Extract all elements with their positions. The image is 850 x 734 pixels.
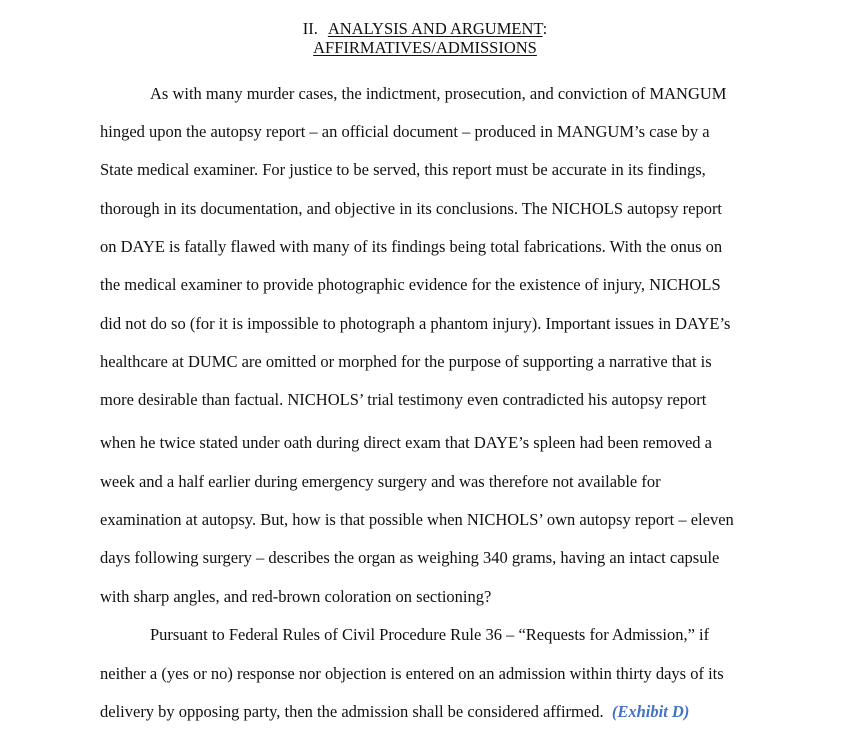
paragraph-text: delivery by opposing party, then the admission shall be considered affirmed. (100, 702, 604, 721)
heading-colon: : (542, 19, 548, 38)
paragraph-line: week and a half earlier during emergency surgery and was therefore not available for (100, 472, 661, 491)
paragraph-line: with sharp angles, and red-brown coloration on sectioning? (100, 587, 492, 606)
paragraph-line: thorough in its documentation, and objective in its conclusions. The NICHOLS autopsy report (100, 199, 723, 218)
paragraph-line: did not do so (for it is impossible to photograph a phantom injury). Important issues in DAYE’s (100, 314, 731, 333)
section-number: II. (302, 19, 318, 38)
exhibit-d-link[interactable]: (Exhibit D) (611, 702, 690, 721)
section-heading (0, 19, 850, 57)
paragraph-line: State medical examiner. For justice to be served, this report must be accurate in its findings, (100, 160, 706, 179)
heading-line-2 (0, 38, 850, 57)
paragraph-line: As with many murder cases, the indictment, prosecution, and conviction of MANGUM (150, 84, 727, 103)
heading-title: ANALYSIS AND ARGUMENT (327, 19, 543, 38)
paragraph-line: when he twice stated under oath during direct exam that DAYE’s spleen had been removed a (100, 433, 712, 452)
paragraph-line: the medical examiner to provide photographic evidence for the existence of injury, NICHOLS (100, 275, 721, 294)
paragraph-line: examination at autopsy. But, how is that possible when NICHOLS’ own autopsy report – eleven (100, 510, 734, 529)
paragraph-line: on DAYE is fatally flawed with many of its findings being total fabrications. With the onus on (100, 237, 723, 256)
heading-line-1 (0, 19, 850, 38)
paragraph-line: days following surgery – describes the organ as weighing 340 grams, having an intact capsule (100, 548, 720, 567)
paragraph-line: healthcare at DUMC are omitted or morphed for the purpose of supporting a narrative that is (100, 352, 712, 371)
heading-subtitle: AFFIRMATIVES/ADMISSIONS (313, 38, 537, 57)
paragraph-line: Pursuant to Federal Rules of Civil Procedure Rule 36 – “Requests for Admission,” if (150, 625, 710, 644)
paragraph-line: neither a (yes or no) response nor objection is entered on an admission within thirty days of its (100, 664, 724, 683)
paragraph-line-last (100, 702, 689, 722)
paragraph-line: hinged upon the autopsy report – an official document – produced in MANGUM’s case by a (100, 122, 710, 141)
paragraph-line: more desirable than factual. NICHOLS’ trial testimony even contradicted his autopsy report (100, 390, 707, 409)
